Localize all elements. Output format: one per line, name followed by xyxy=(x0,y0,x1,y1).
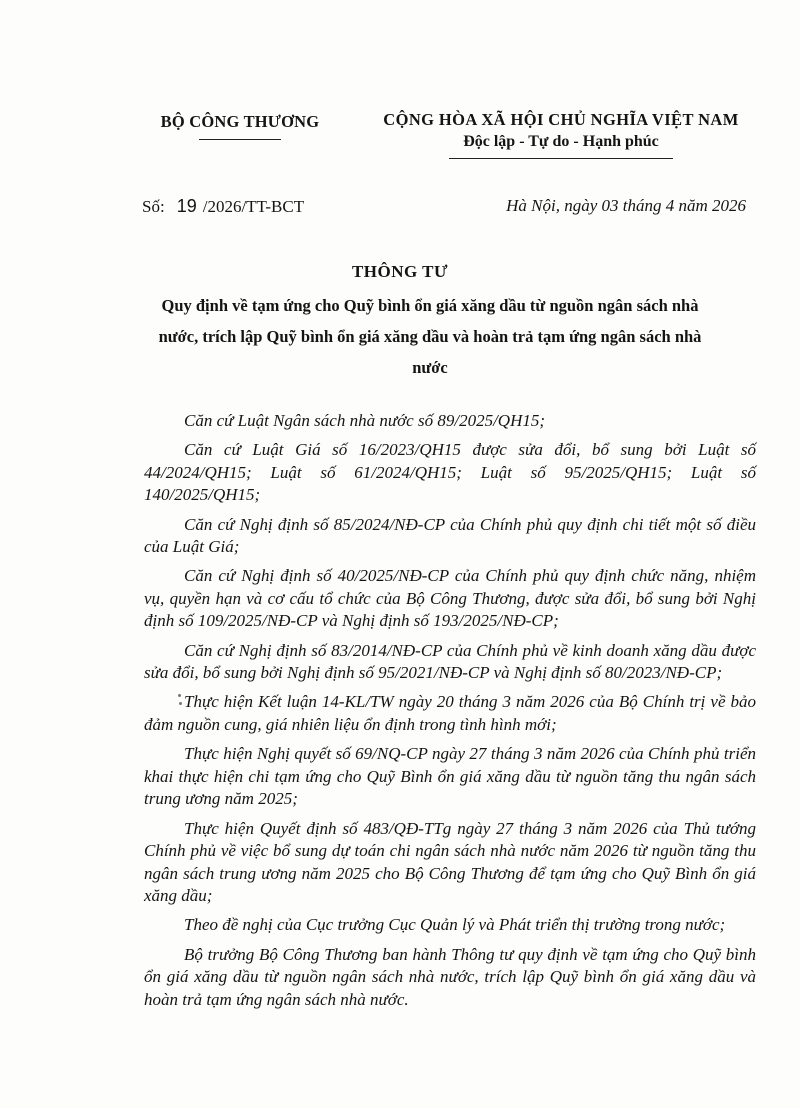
motto-underline xyxy=(449,158,673,159)
place-date: Hà Nội, ngày 03 tháng 4 năm 2026 xyxy=(506,196,746,215)
preamble-paragraph: Theo đề nghị của Cục trưởng Cục Quản lý và Phát triển thị trường trong nước; xyxy=(184,915,726,935)
preamble-paragraph: Thực hiện Quyết định số 483/QĐ-TTg ngày 27 tháng 3 năm 2026 của Thủ tướng Chính phủ về việc bổ sung dự toán chi ngân sách nhà nước năm 2026 từ nguồn tăng thu ngân sách trung ương năm 2025 cho Bộ Công Thương để tạm ứng cho Quỹ Bình ổn giá xăng dầu; xyxy=(144,818,756,906)
preamble xyxy=(144,410,756,1018)
preamble-paragraph: Căn cứ Luật Ngân sách nhà nước số 89/2025/QH15; xyxy=(184,411,546,430)
number-handwritten: 19 xyxy=(176,196,197,216)
preamble-paragraph: Thực hiện Nghị quyết số 69/NQ-CP ngày 27 tháng 3 năm 2026 của Chính phủ triển khai thực hiện chi tạm ứng cho Quỹ Bình ổn giá xăng dầu từ nguồn tăng thu ngân sách trung ương năm 2025; xyxy=(144,744,756,809)
preamble-paragraph: Căn cứ Nghị định số 40/2025/NĐ-CP của Chính phủ quy định chức năng, nhiệm vụ, quyền hạn và cơ cấu tổ chức của Bộ Công Thương, được sửa đổi, bổ sung bởi Nghị định số 109/2025/NĐ-CP và Nghị định số 193/2025/NĐ-CP; xyxy=(144,566,756,631)
national-heading xyxy=(355,110,767,159)
number-suffix: /2026/TT-BCT xyxy=(202,197,305,216)
document-number xyxy=(142,196,304,217)
national-motto: Độc lập - Tự do - Hạnh phúc xyxy=(463,133,659,150)
ministry-name: BỘ CÔNG THƯƠNG xyxy=(160,112,320,131)
ministry-underline xyxy=(199,139,281,140)
scan-speck xyxy=(178,694,181,697)
preamble-paragraph: Căn cứ Nghị định số 85/2024/NĐ-CP của Chính phủ quy định chi tiết một số điều của Luật Giá; xyxy=(144,514,756,557)
preamble-paragraph: Thực hiện Kết luận 14-KL/TW ngày 20 tháng 3 năm 2026 của Bộ Chính trị về bảo đảm nguồn cung, giá nhiên liệu ổn định trong tình hình mới; xyxy=(144,692,756,734)
preamble-paragraph: Căn cứ Luật Giá số 16/2023/QH15 được sửa đổi, bổ sung bởi Luật số 44/2024/QH15; Luật số 61/2024/QH15; Luật số 95/2025/QH15; Luật số 140/2025/QH15; xyxy=(144,440,756,505)
number-prefix: Số: xyxy=(142,197,165,216)
nation-name: CỘNG HÒA XÃ HỘI CHỦ NGHĨA VIỆT NAM xyxy=(383,110,739,129)
scan-speck xyxy=(179,702,182,705)
document-subject: Quy định về tạm ứng cho Quỹ bình ổn giá xăng dầu từ nguồn ngân sách nhà nước, trích lập Quỹ bình ổn giá xăng dầu và hoàn trả tạm ứng ngân sách nhà nước xyxy=(158,296,702,377)
document-type: THÔNG TƯ xyxy=(351,262,449,281)
preamble-paragraph: Bộ trưởng Bộ Công Thương ban hành Thông tư quy định về tạm ứng cho Quỹ bình ổn giá xăng dầu từ nguồn ngân sách nhà nước, trích lập Quỹ bình ổn giá xăng dầu và hoàn trả tạm ứng ngân sách nhà nước. xyxy=(144,944,756,1009)
issuer-block xyxy=(140,112,340,140)
preamble-paragraph: Căn cứ Nghị định số 83/2014/NĐ-CP của Chính phủ về kinh doanh xăng dầu được sửa đổi, bổ sung bởi Nghị định số 95/2021/NĐ-CP và Nghị định số 80/2023/NĐ-CP; xyxy=(144,640,756,683)
